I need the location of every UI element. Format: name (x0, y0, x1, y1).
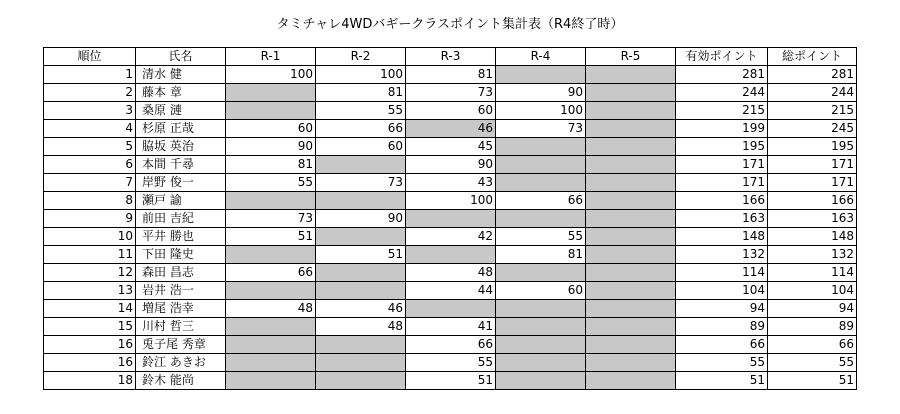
total-points-cell: 114 (768, 264, 857, 282)
total-points-cell: 89 (768, 318, 857, 336)
valid-points-cell: 51 (676, 372, 768, 390)
r4-cell: 100 (496, 102, 586, 120)
table-row (44, 66, 857, 84)
r2-cell (316, 156, 406, 174)
r5-cell (586, 318, 676, 336)
r4-cell: 81 (496, 246, 586, 264)
table-row (44, 318, 857, 336)
r1-cell: 100 (226, 66, 316, 84)
name-cell: 藤本 章 (136, 84, 226, 102)
name-cell: 杉原 正哉 (136, 120, 226, 138)
r1-cell (226, 318, 316, 336)
total-points-cell: 163 (768, 210, 857, 228)
r5-cell (586, 138, 676, 156)
r2-cell (316, 354, 406, 372)
r5-cell (586, 282, 676, 300)
r5-cell (586, 84, 676, 102)
r2-cell: 73 (316, 174, 406, 192)
r3-cell: 46 (406, 120, 496, 138)
name-cell: 本間 千尋 (136, 156, 226, 174)
table-row (44, 372, 857, 390)
rank-cell: 14 (44, 300, 136, 318)
valid-points-cell: 55 (676, 354, 768, 372)
r1-cell (226, 102, 316, 120)
name-cell: 瀬戸 諭 (136, 192, 226, 210)
r2-cell: 60 (316, 138, 406, 156)
r5-cell (586, 372, 676, 390)
table-row (44, 228, 857, 246)
total-points-cell: 215 (768, 102, 857, 120)
r4-cell (496, 336, 586, 354)
r4-cell: 66 (496, 192, 586, 210)
rank-cell: 4 (44, 120, 136, 138)
r4-cell (496, 138, 586, 156)
r5-cell (586, 120, 676, 138)
table-row (44, 282, 857, 300)
name-cell: 前田 吉紀 (136, 210, 226, 228)
r4-cell: 55 (496, 228, 586, 246)
r1-cell (226, 282, 316, 300)
r3-cell: 44 (406, 282, 496, 300)
header-rank: 順位 (44, 48, 136, 66)
r2-cell (316, 372, 406, 390)
name-cell: 下田 隆史 (136, 246, 226, 264)
r3-cell: 100 (406, 192, 496, 210)
valid-points-cell: 244 (676, 84, 768, 102)
total-points-cell: 51 (768, 372, 857, 390)
header-r1: R-1 (226, 48, 316, 66)
r5-cell (586, 192, 676, 210)
r2-cell: 90 (316, 210, 406, 228)
r3-cell: 66 (406, 336, 496, 354)
total-points-cell: 132 (768, 246, 857, 264)
rank-cell: 13 (44, 282, 136, 300)
r1-cell: 51 (226, 228, 316, 246)
total-points-cell: 66 (768, 336, 857, 354)
rank-cell: 16 (44, 336, 136, 354)
r1-cell (226, 192, 316, 210)
valid-points-cell: 166 (676, 192, 768, 210)
r3-cell: 42 (406, 228, 496, 246)
r2-cell: 46 (316, 300, 406, 318)
rank-cell: 3 (44, 102, 136, 120)
table-row (44, 264, 857, 282)
r2-cell: 51 (316, 246, 406, 264)
r2-cell: 81 (316, 84, 406, 102)
total-points-cell: 195 (768, 138, 857, 156)
r4-cell (496, 210, 586, 228)
valid-points-cell: 195 (676, 138, 768, 156)
r3-cell: 45 (406, 138, 496, 156)
r1-cell (226, 84, 316, 102)
name-cell: 桑原 漣 (136, 102, 226, 120)
table-row (44, 174, 857, 192)
total-points-cell: 245 (768, 120, 857, 138)
r3-cell (406, 210, 496, 228)
name-cell: 平井 勝也 (136, 228, 226, 246)
name-cell: 川村 哲三 (136, 318, 226, 336)
r3-cell (406, 246, 496, 264)
r2-cell (316, 336, 406, 354)
r4-cell (496, 318, 586, 336)
name-cell: 鈴木 能尚 (136, 372, 226, 390)
name-cell: 兎子尾 秀章 (136, 336, 226, 354)
r5-cell (586, 264, 676, 282)
r5-cell (586, 246, 676, 264)
valid-points-cell: 148 (676, 228, 768, 246)
r3-cell: 60 (406, 102, 496, 120)
page-title: タミチャレ4WDバギークラスポイント集計表（R4終了時） (276, 17, 624, 32)
r3-cell: 81 (406, 66, 496, 84)
rank-cell: 15 (44, 318, 136, 336)
name-cell: 鈴江 あきお (136, 354, 226, 372)
valid-points-cell: 199 (676, 120, 768, 138)
r5-cell (586, 210, 676, 228)
rank-cell: 7 (44, 174, 136, 192)
r1-cell: 90 (226, 138, 316, 156)
r2-cell: 66 (316, 120, 406, 138)
r2-cell (316, 192, 406, 210)
header-row (44, 48, 857, 66)
valid-points-cell: 89 (676, 318, 768, 336)
valid-points-cell: 163 (676, 210, 768, 228)
r4-cell (496, 354, 586, 372)
table-row (44, 354, 857, 372)
r2-cell: 100 (316, 66, 406, 84)
valid-points-cell: 114 (676, 264, 768, 282)
valid-points-cell: 104 (676, 282, 768, 300)
r4-cell (496, 300, 586, 318)
rank-cell: 10 (44, 228, 136, 246)
r4-cell: 73 (496, 120, 586, 138)
header-name: 氏名 (136, 48, 226, 66)
r5-cell (586, 174, 676, 192)
header-valid-points: 有効ポイント (676, 48, 768, 66)
total-points-cell: 55 (768, 354, 857, 372)
r3-cell: 51 (406, 372, 496, 390)
header-r5: R-5 (586, 48, 676, 66)
table-row (44, 138, 857, 156)
r3-cell (406, 300, 496, 318)
rank-cell: 18 (44, 372, 136, 390)
rank-cell: 6 (44, 156, 136, 174)
r2-cell: 55 (316, 102, 406, 120)
r3-cell: 48 (406, 264, 496, 282)
r4-cell (496, 264, 586, 282)
total-points-cell: 94 (768, 300, 857, 318)
header-r3: R-3 (406, 48, 496, 66)
table-row (44, 102, 857, 120)
r1-cell: 60 (226, 120, 316, 138)
header-r2: R-2 (316, 48, 406, 66)
rank-cell: 8 (44, 192, 136, 210)
r1-cell: 81 (226, 156, 316, 174)
r1-cell (226, 336, 316, 354)
header-total-points: 総ポイント (768, 48, 857, 66)
r1-cell (226, 354, 316, 372)
r4-cell (496, 156, 586, 174)
r3-cell: 41 (406, 318, 496, 336)
valid-points-cell: 94 (676, 300, 768, 318)
table-row (44, 84, 857, 102)
valid-points-cell: 171 (676, 156, 768, 174)
total-points-cell: 281 (768, 66, 857, 84)
r1-cell: 73 (226, 210, 316, 228)
r4-cell: 90 (496, 84, 586, 102)
total-points-cell: 104 (768, 282, 857, 300)
name-cell: 清水 健 (136, 66, 226, 84)
rank-cell: 2 (44, 84, 136, 102)
name-cell: 岩井 浩一 (136, 282, 226, 300)
table-row (44, 300, 857, 318)
valid-points-cell: 171 (676, 174, 768, 192)
r5-cell (586, 102, 676, 120)
r3-cell: 90 (406, 156, 496, 174)
valid-points-cell: 66 (676, 336, 768, 354)
r1-cell: 48 (226, 300, 316, 318)
name-cell: 岸野 俊一 (136, 174, 226, 192)
r3-cell: 43 (406, 174, 496, 192)
r3-cell: 73 (406, 84, 496, 102)
r1-cell (226, 246, 316, 264)
name-cell: 脇坂 英治 (136, 138, 226, 156)
r4-cell: 60 (496, 282, 586, 300)
r1-cell: 55 (226, 174, 316, 192)
name-cell: 増尾 浩幸 (136, 300, 226, 318)
r5-cell (586, 66, 676, 84)
r5-cell (586, 336, 676, 354)
r4-cell (496, 372, 586, 390)
r5-cell (586, 300, 676, 318)
rank-cell: 9 (44, 210, 136, 228)
rank-cell: 12 (44, 264, 136, 282)
total-points-cell: 171 (768, 156, 857, 174)
total-points-cell: 166 (768, 192, 857, 210)
r2-cell (316, 264, 406, 282)
total-points-cell: 244 (768, 84, 857, 102)
r2-cell (316, 228, 406, 246)
table-row (44, 120, 857, 138)
r2-cell: 48 (316, 318, 406, 336)
r5-cell (586, 228, 676, 246)
table-row (44, 156, 857, 174)
points-table (43, 47, 857, 390)
valid-points-cell: 215 (676, 102, 768, 120)
table-row (44, 210, 857, 228)
table-row (44, 192, 857, 210)
total-points-cell: 171 (768, 174, 857, 192)
r4-cell (496, 174, 586, 192)
table-row (44, 246, 857, 264)
r1-cell (226, 372, 316, 390)
total-points-cell: 148 (768, 228, 857, 246)
r1-cell: 66 (226, 264, 316, 282)
valid-points-cell: 132 (676, 246, 768, 264)
valid-points-cell: 281 (676, 66, 768, 84)
r5-cell (586, 156, 676, 174)
header-r4: R-4 (496, 48, 586, 66)
rank-cell: 1 (44, 66, 136, 84)
rank-cell: 5 (44, 138, 136, 156)
rank-cell: 16 (44, 354, 136, 372)
r5-cell (586, 354, 676, 372)
r3-cell: 55 (406, 354, 496, 372)
table-row (44, 336, 857, 354)
r2-cell (316, 282, 406, 300)
name-cell: 森田 昌志 (136, 264, 226, 282)
r4-cell (496, 66, 586, 84)
rank-cell: 11 (44, 246, 136, 264)
